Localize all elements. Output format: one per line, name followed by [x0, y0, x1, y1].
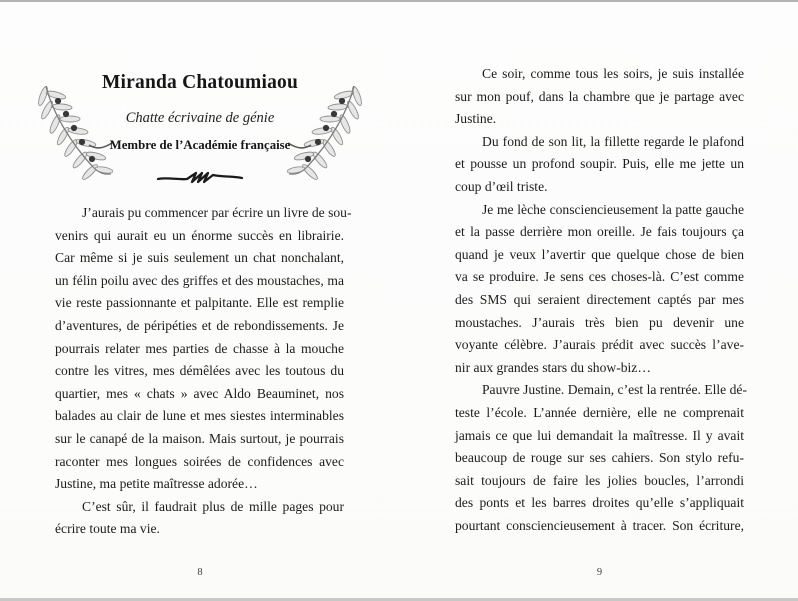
text-line: et pousse un profond soupir. Puis, elle me jette un — [455, 156, 744, 172]
text-line: Je me lèche consciencieusement la patte gauche — [482, 201, 744, 217]
paragraph — [455, 379, 747, 537]
text-line: sur mon pouf, dans la chambre que je partage avec — [455, 88, 744, 104]
text-line: venirs qui aurait eu un énorme succès en librairie. — [55, 227, 344, 243]
text-line: sur le canapé de la maison. Mais surtout, je pourrais — [55, 430, 344, 446]
text-line: Justine, ma petite maîtresse adorée… — [55, 476, 258, 492]
paragraph — [55, 496, 344, 541]
text-line: coup d’œil triste. — [455, 178, 548, 194]
section-divider — [30, 170, 370, 191]
author-subtitle: Chatte écrivaine de génie — [125, 110, 275, 126]
paragraph — [55, 202, 352, 496]
text-line: balades au clair de lune et mes siestes interminables — [55, 408, 344, 424]
text-line: moustaches. J’aurais très bien pu devenir une — [455, 314, 744, 330]
text-line: C’est sûr, il faudrait plus de mille pages pour — [82, 498, 344, 514]
left-page-body-text — [55, 202, 352, 541]
text-line: contre les vitres, mes démêlées avec les toutous du — [55, 363, 344, 379]
page-number-left: 8 — [197, 567, 203, 578]
paragraph — [455, 131, 744, 199]
text-line: Car même si je suis seulement un chat nonchalant, — [55, 250, 344, 266]
author-affiliation: Membre de l’Académie française — [109, 138, 291, 152]
text-line: sait toujours de faire les jolies boucles, l’arrondi — [455, 472, 744, 488]
text-line: quartier, mes « chats » avec Aldo Beauminet, nos — [55, 385, 344, 401]
right-page-body-text — [455, 63, 747, 537]
text-line: voyante célèbre. J’aurais prédit avec succès l’ave- — [455, 337, 744, 353]
text-line: un félin poilu avec des griffes et des moustaches, ma — [55, 272, 344, 288]
text-line: raconter mes longues soirées de confidences avec — [55, 453, 344, 469]
text-line: écrire toute ma vie. — [55, 521, 160, 537]
text-line: Du fond de son lit, la fillette regarde le plafond — [482, 133, 744, 149]
right-page — [455, 0, 747, 601]
paragraph — [455, 199, 744, 380]
text-line: des SMS qui seraient directement captés par mes — [455, 291, 744, 307]
text-line: teste l’école. L’année dernière, elle ne comprenait — [455, 404, 744, 420]
text-line: d’aventures, de péripéties et de rebondissements. Je — [55, 317, 344, 333]
rope-twist-divider-icon — [156, 170, 244, 186]
text-line: J’aurais pu commencer par écrire un livre de sou- — [82, 205, 352, 220]
text-line: jamais ce que lui demandait la maîtresse. Il y avait — [455, 427, 744, 443]
text-line: Justine. — [455, 111, 497, 127]
text-line: quand je veux l’avertir que quelque chose de bien — [455, 246, 744, 262]
text-line: et la passe derrière mon oreille. Je fais toujours ça — [455, 224, 744, 240]
text-line: Ce soir, comme tous les soirs, je suis installée — [482, 66, 744, 81]
paragraph — [455, 63, 744, 131]
text-line: pourtant consciencieusement à tracer. Son écriture, — [455, 517, 744, 533]
author-name: Miranda Chatoumiaou — [101, 72, 299, 93]
text-line: Pauvre Justine. Demain, c’est la rentrée. Elle dé- — [482, 382, 747, 398]
page-number-right: 9 — [596, 567, 603, 578]
text-line: beaucoup de rouge sur ses cahiers. Son stylo refu- — [455, 450, 744, 466]
left-page — [30, 0, 370, 601]
text-line: pourrais relater mes parties de chasse à la mouche — [55, 340, 344, 356]
text-line: des ponts et les barres droites qu’elle s’appliquait — [455, 495, 744, 511]
text-line: vie reste passionnante et palpitante. Elle est remplie — [55, 295, 344, 311]
text-line: nir aux grandes stars du show-biz… — [455, 359, 651, 375]
text-line: va se produire. Je sens ces choses-là. C’est comme — [455, 269, 744, 285]
